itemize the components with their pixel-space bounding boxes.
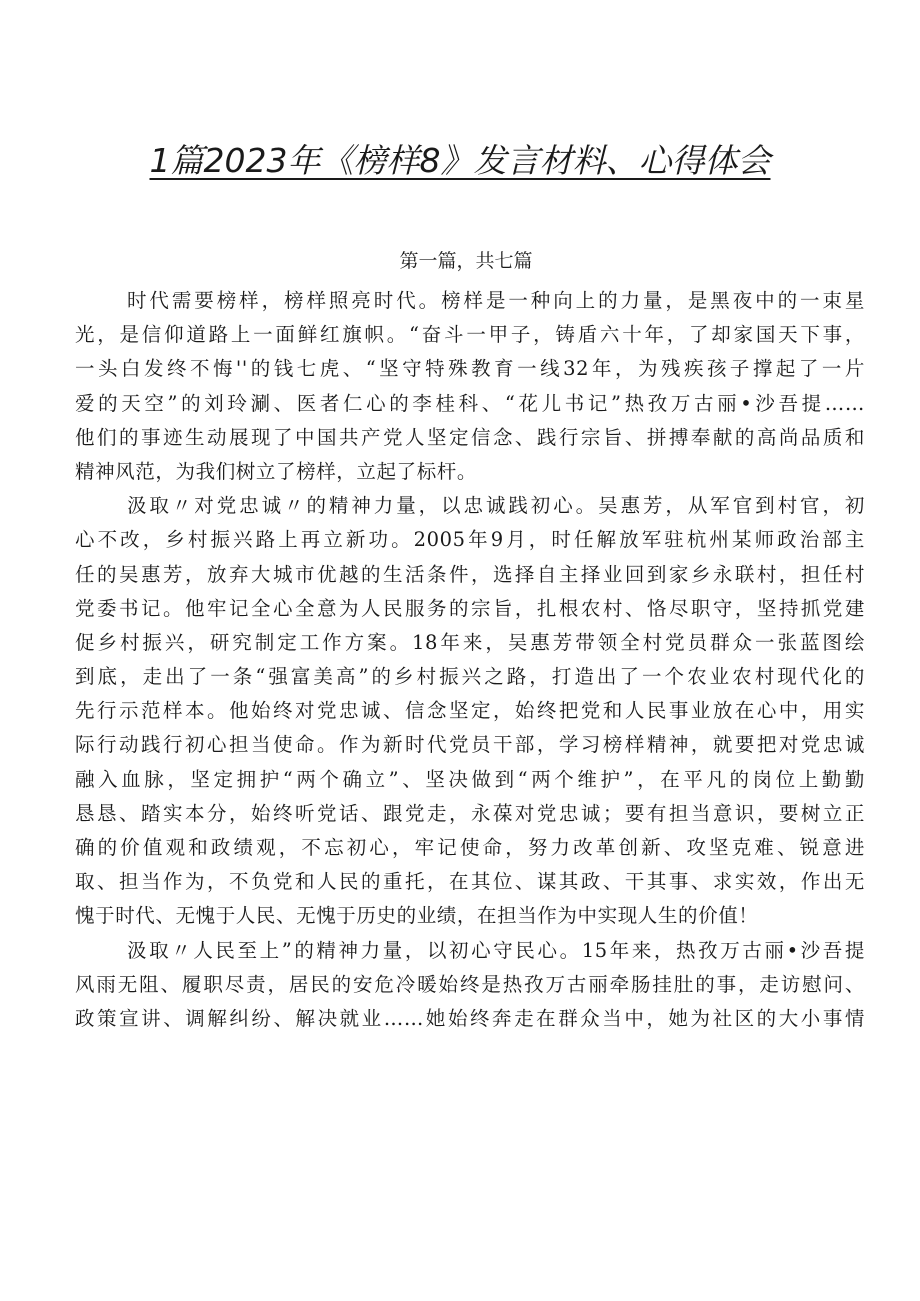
document-title-text: 1篇2023年《榜样8》发言材料、心得体会 bbox=[149, 141, 771, 180]
paragraph-line: 精神风范，为我们树立了榜样，立起了标杆。 bbox=[75, 459, 478, 483]
paragraph-line: 政策宣讲、调解纠纷、解决就业……她始终奔走在群众当中，她为社区的大小事情 bbox=[75, 1006, 865, 1030]
paragraph-line: 爱的天空”的刘玲涮、医者仁心的李桂科、“花儿书记”热孜万古丽•沙吾提…… bbox=[75, 391, 865, 415]
section-heading: 第一篇，共七篇 bbox=[399, 250, 533, 272]
paragraph-line: 光，是信仰道路上一面鲜红旗帜。“奋斗一甲子，铸盾六十年，了却家国天下事， bbox=[75, 323, 865, 347]
paragraph-line: 确的价值观和政绩观，不忘初心，牢记使命，努力改革创新、攻坚克难、锐意进 bbox=[75, 836, 865, 859]
paragraph-line: 风雨无阻、履职尽责，居民的安危冷暖始终是热孜万古丽牵肠挂肚的事，走访慰问、 bbox=[75, 972, 865, 996]
paragraph-line: 一头白发终不悔''的钱七虎、“坚守特殊教育一线32年，为残疾孩子撑起了一片 bbox=[75, 357, 865, 381]
paragraph-line: 时代需要榜样，榜样照亮时代。榜样是一种向上的力量，是黑夜中的一束星 bbox=[127, 289, 865, 312]
paragraph-line: 恳恳、踏实本分，始终听党话、跟党走，永葆对党忠诚；要有担当意识，要树立正 bbox=[75, 801, 865, 825]
paragraph-line: 愧于时代、无愧于人民、无愧于历史的业绩，在担当作为中实现人生的价值！ bbox=[75, 904, 759, 928]
paragraph-line: 融入血脉，坚定拥护“两个确立”、坚决做到“两个维护”，在平凡的岗位上勤勤 bbox=[75, 767, 865, 791]
paragraph-line: 取、担当作为，不负党和人民的重托，在其位、谋其政、干其事、求实效，作出无 bbox=[75, 870, 865, 894]
document-title bbox=[0, 138, 920, 184]
paragraph-line: 心不改，乡村振兴路上再立新功。2005年9月，时任解放军驻杭州某师政治部主 bbox=[75, 528, 865, 552]
paragraph-line: 际行动践行初心担当使命。作为新时代党员干部，学习榜样精神，就要把对党忠诚 bbox=[75, 733, 865, 757]
paragraph-line: 汲取〃对党忠诚〃的精神力量，以忠诚践初心。吴惠芳，从军官到村官，初 bbox=[127, 494, 865, 518]
paragraph-line: 到底，走出了一条“强富美高”的乡村振兴之路，打造出了一个农业农村现代化的 bbox=[75, 665, 865, 689]
paragraph-line: 党委书记。他牢记全心全意为人民服务的宗旨，扎根农村、恪尽职守，坚持抓党建 bbox=[75, 596, 865, 620]
paragraph-line: 任的吴惠芳，放弃大城市优越的生活条件，选择自主择业回到家乡永联村，担任村 bbox=[75, 562, 865, 586]
paragraph-line: 他们的事迹生动展现了中国共产党人坚定信念、践行宗旨、拼搏奉献的高尚品质和 bbox=[75, 425, 865, 449]
paragraph-line: 促乡村振兴，研究制定工作方案。18年来，吴惠芳带领全村党员群众一张蓝图绘 bbox=[75, 630, 865, 654]
paragraph-line: 先行示范样本。他始终对党忠诚、信念坚定，始终把党和人民事业放在心中，用实 bbox=[75, 699, 865, 723]
paragraph-line: 汲取〃人民至上”的精神力量，以初心守民心。15年来，热孜万古丽•沙吾提 bbox=[127, 938, 865, 962]
body-text bbox=[75, 284, 865, 1036]
